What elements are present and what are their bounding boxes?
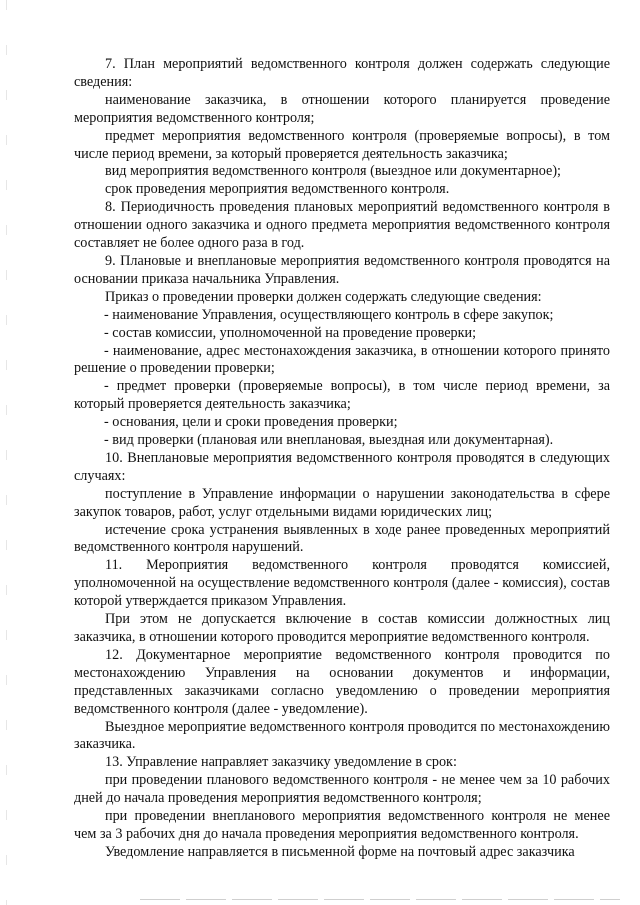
paragraph-11: 11. Мероприятия ведомственного контроля проводятся комиссией, уполномоченной на осуществление ведомственного контроля (далее - комиссия), состав которой утверждается приказом Управления. <box>74 557 610 610</box>
paragraph-7: 7. План мероприятий ведомственного контроля должен содержать следующие сведения: <box>74 56 610 90</box>
paragraph-8: 8. Периодичность проведения плановых мероприятий ведомственного контроля в отношении одного заказчика и одного предмета мероприятия ведомственного контроля составляет не более одного раза в год. <box>74 199 610 252</box>
paragraph-7-item-term: срок проведения мероприятия ведомственного контроля. <box>105 181 450 198</box>
order-item-type: - вид проверки (плановая или внеплановая, выездная или документарная). <box>104 432 554 449</box>
paragraph-12-onsite: Выездное мероприятие ведомственного контроля проводится по местонахождению заказчика. <box>74 718 610 753</box>
paragraph-10-case-info: поступление в Управление информации о нарушении законодательства в сфере закупок товаров, работ, услуг отдельными видами юридических лиц; <box>74 485 610 520</box>
paragraph-9: 9. Плановые и внеплановые мероприятия ведомственного контроля проводятся на основании приказа начальника Управления. <box>74 252 610 287</box>
paragraph-9-order-intro: Приказ о проведении проверки должен содержать следующие сведения: <box>105 288 542 305</box>
paragraph-13-planned: при проведении планового ведомственного контроля - не менее чем за 10 рабочих дней до начала проведения мероприятия ведомственного контроля; <box>74 772 610 807</box>
order-item-address: - наименование, адрес местонахождения заказчика, в отношении которого принято решение о проведении проверки; <box>74 342 610 377</box>
order-item-name: - наименование Управления, осуществляющего контроль в сфере закупок; <box>104 306 554 323</box>
scan-edge-line <box>6 0 7 905</box>
order-item-grounds: - основания, цели и сроки проведения проверки; <box>104 414 398 431</box>
paragraph-7-item-type: вид мероприятия ведомственного контроля (выездное или документарное); <box>105 163 561 180</box>
paragraph-13-notice-form: Уведомление направляется в письменной форме на почтовый адрес заказчика <box>105 843 575 860</box>
paragraph-13-unplanned: при проведении внепланового мероприятия ведомственного контроля не менее чем за 3 рабочих дня до начала проведения мероприятия ведомственного контроля. <box>74 808 610 842</box>
paragraph-7-item-customer: наименование заказчика, в отношении которого планируется проведение мероприятия ведомственного контроля; <box>74 91 610 126</box>
order-item-commission: - состав комиссии, уполномоченной на проведение проверки; <box>104 324 477 341</box>
paragraph-7-item-subject: предмет мероприятия ведомственного контроля (проверяемые вопросы), в том числе период времени, за который проверяется деятельность заказчика; <box>74 127 610 162</box>
order-item-subject: - предмет проверки (проверяемые вопросы), в том числе период времени, за который проверяется деятельность заказчика; <box>74 378 610 413</box>
paragraph-10: 10. Внеплановые мероприятия ведомственного контроля проводятся в следующих случаях: <box>74 449 610 484</box>
paragraph-12: 12. Документарное мероприятие ведомственного контроля проводится по местонахождению Управления на основании документов и информации, представленных заказчиками согласно уведомлению о проведении мероприятия ведомственного контроля (далее - уведомление). <box>74 646 610 717</box>
paragraph-13: 13. Управление направляет заказчику уведомление в срок: <box>105 754 457 771</box>
paragraph-11-exclusion: При этом не допускается включение в состав комиссии должностных лиц заказчика, в отношении которого проводится мероприятие ведомственного контроля. <box>74 611 610 645</box>
paragraph-10-case-deadline: истечение срока устранения выявленных в ходе ранее проведенных мероприятий ведомственного контроля нарушений. <box>74 521 610 556</box>
scan-bottom-line <box>140 899 620 900</box>
document-body <box>74 56 610 862</box>
